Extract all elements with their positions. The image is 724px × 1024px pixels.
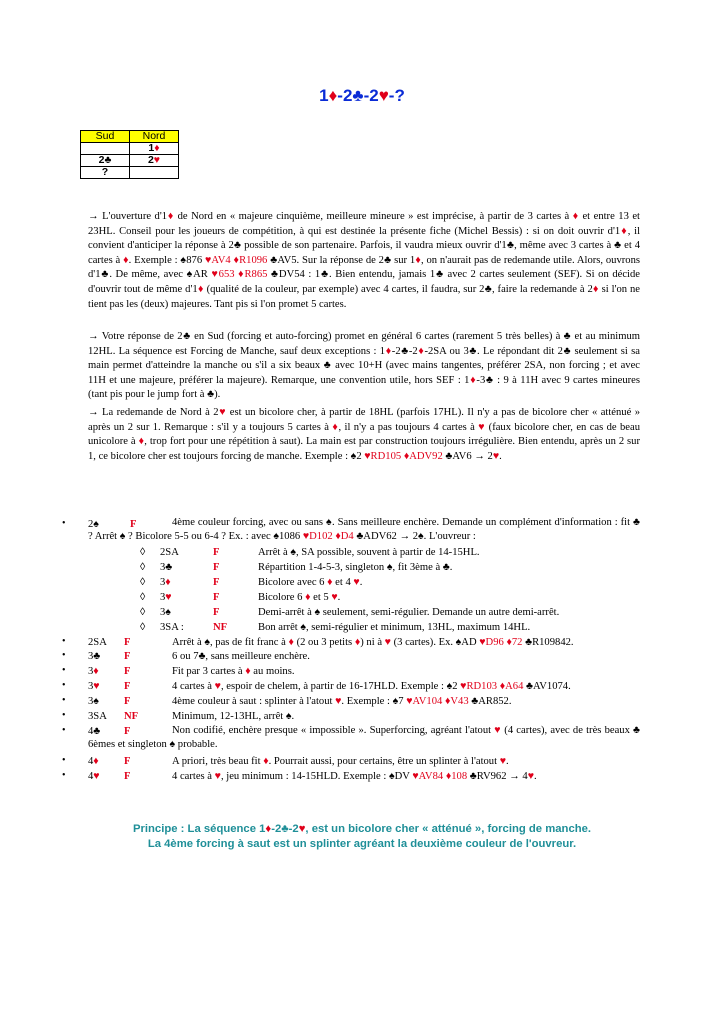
- bid-explanation: Arrêt à ♠, pas de fit franc à ♦ (2 ou 3 petits ♦) ni à ♥ (3 cartes). Ex. ♠AD ♥D96 ♦72 ♣R109842.: [172, 637, 574, 648]
- bid-force: NF: [124, 711, 139, 722]
- title-part: -2: [363, 86, 379, 105]
- diamond-outline-icon: ◊: [140, 622, 146, 633]
- title-part: 1: [319, 86, 329, 105]
- bid-force: F: [124, 681, 131, 692]
- rebid-explanation: Bicolore avec 6 ♦ et 4 ♥.: [258, 577, 363, 588]
- bid-force: F: [124, 666, 131, 677]
- rebid-force: F: [213, 592, 220, 603]
- rebid-explanation: Répartition 1-4-5-3, singleton ♠, fit 3ème à ♣.: [258, 562, 453, 573]
- diamond-outline-icon: ◊: [140, 577, 146, 588]
- bid-nord: 1♦: [130, 143, 179, 155]
- bid-force: F: [124, 651, 131, 662]
- paragraph-text: → La redemande de Nord à 2♥ est un bicolore cher, à partir de 18HL (parfois 17HL). Il n'y a pas de bicolore cher « atténué » après un 2 sur 1. Remarque : s'il y a toujours 5 cartes à ♦, il n'y a pas toujours 4 cartes à ♥ (faux bicolore cher, en cas de beau unicolore à ♦, trop fort pour une répétition à saut). La main est par construction toujours irrégulière. Bien entendu, après un 2 sur 1, ce bicolore cher est toujours forcing de manche. Exemple : ♠2 ♥RD105 ♦ADV92 ♣AV6 → 2♥.: [88, 407, 641, 462]
- principle-note: [0, 822, 724, 852]
- rebid: 3♣: [160, 562, 173, 573]
- diamond-outline-icon: ◊: [140, 592, 146, 603]
- bid-explanation: Non codifié, enchère presque « impossible ». Superforcing, agréant l'atout ♥ (4 cartes), avec de très beaux ♣ 6èmes et singleton ♠ probable.: [88, 725, 641, 751]
- page-title: [0, 86, 724, 106]
- bidding-row: [81, 155, 179, 167]
- bid: 3♥: [88, 681, 100, 692]
- bid-force: F: [130, 519, 137, 530]
- bid: 3♣: [88, 651, 101, 662]
- paragraph-opening: [88, 210, 640, 312]
- diamond-outline-icon: ◊: [140, 562, 146, 573]
- rebid-force: F: [213, 607, 220, 618]
- bid-explanation: 6 ou 7♣, sans meilleure enchère.: [172, 651, 310, 662]
- bid: 3♦: [88, 666, 99, 677]
- bullet-icon: •: [62, 695, 66, 706]
- bid: 2SA: [88, 637, 107, 648]
- rebid-explanation: Arrêt à ♠, SA possible, souvent à partir de 14-15HL.: [258, 547, 480, 558]
- rebid-explanation: Bon arrêt ♠, semi-régulier et minimum, 13HL, maximum 14HL.: [258, 622, 531, 633]
- title-part: -?: [388, 86, 405, 105]
- bid-sud: 2♣: [81, 155, 130, 167]
- bid-force: F: [124, 696, 131, 707]
- rebid: 2SA: [160, 547, 179, 558]
- bid-force: F: [124, 637, 131, 648]
- bid-force: F: [124, 771, 131, 782]
- rebid: 3♠: [160, 607, 171, 618]
- rebid-explanation: Bicolore 6 ♦ et 5 ♥.: [258, 592, 341, 603]
- title-part: -2: [337, 86, 353, 105]
- principle-line: Principe : La séquence 1♦-2♣-2♥, est un bicolore cher « atténué », forcing de manche.: [132, 823, 592, 835]
- bid-nord: 2♥: [130, 155, 179, 167]
- bidding-row: [81, 143, 179, 155]
- header-sud: Sud: [81, 131, 130, 143]
- bid: 2♠: [88, 519, 99, 530]
- rebid-force: F: [213, 547, 220, 558]
- diamond-outline-icon: ◊: [140, 607, 146, 618]
- bid-explanation: Fit par 3 cartes à ♦ au moins.: [172, 666, 295, 677]
- bid: 4♣: [88, 726, 101, 737]
- bid-sud: ?: [81, 167, 130, 179]
- paragraph-text: → Votre réponse de 2♣ en Sud (forcing et auto-forcing) promet en général 6 cartes (rarement 5 très belles) à ♣ et au minimum 12HL. La séquence est Forcing de Manche, sauf deux exceptions : 1♦-2♣-2♦-2SA ou 3♣. Le répondant dit 2♣ seulement si sa main permet d'atteindre la manche ou s'il a six beaux ♣ avec 10+H (avec mains tangentes, préférer 2SA, non forcing ; et avec 11H et une majeure, préférer la majeure). Remarque, une convention utile, hors SEF : 1♦-3♣ : 9 à 11H avec 9 cartes mineures (tant pis pour le jump fort à ♣).: [88, 331, 641, 401]
- bullet-icon: •: [62, 680, 66, 691]
- bullet-icon: •: [62, 725, 66, 736]
- paragraph-text: → L'ouverture d'1♦ de Nord en « majeure cinquième, meilleure mineure » est imprécise, à partir de 3 cartes à ♦ et entre 13 et 23HL. Conseil pour les joueurs de compétition, à qui est destinée la présente fiche (Michel Bessis) : si on doit ouvrir d'1♦, il convient d'anticiper la réponse à 2♣ possible de son partenaire. Parfois, il vaudra mieux ouvrir d'1♣, même avec 3 cartes à ♣ et 4 cartes à ♦. Exemple : ♠876 ♥AV4 ♦R1096 ♣AV5. Sur la réponse de 2♣ sur 1♦, on n'aurait pas de redemande utile. Alors, ouvrons d'1♣. De même, avec ♠AR ♥653 ♦R865 ♣DV54 : 1♣. Bien entendu, jamais 1♣ avec 2 cartes seulement (SEF). Si on décide d'ouvrir tout de même d'1♦ (qualité de la couleur, par exemple) avec 4 cartes, il faudra, sur 2♣, faire la redemande à 2♦ si l'on ne tient pas les (deux) majeures. Tant pis si l'on promet 5 cartes.: [88, 211, 641, 310]
- bullet-icon: •: [62, 518, 66, 529]
- bid-explanation: 4ème couleur forcing, avec ou sans ♠. Sans meilleure enchère. Demande un complément d'information : fit ♣ ? Arrêt ♠ ? Bicolore 5-5 ou 6-4 ? Ex. : avec ♠1086 ♥D102 ♦D4 ♣ADV62 → 2♠. L'ouvreur :: [88, 517, 640, 543]
- bid-explanation: 4ème couleur à saut : splinter à l'atout ♥. Exemple : ♠7 ♥AV104 ♦V43 ♣AR852.: [172, 696, 512, 707]
- bidding-table: [80, 130, 179, 179]
- paragraph-response: [88, 330, 640, 403]
- bid-explanation: 4 cartes à ♥, jeu minimum : 14-15HLD. Exemple : ♠DV ♥AV84 ♦108 ♣RV962 → 4♥.: [172, 771, 537, 782]
- diamond-outline-icon: ◊: [140, 547, 146, 558]
- rebid-force: F: [213, 562, 220, 573]
- header-nord: Nord: [130, 131, 179, 143]
- rebid-force: F: [213, 577, 220, 588]
- rebid-force: NF: [213, 622, 228, 633]
- bullet-icon: •: [62, 665, 66, 676]
- bullet-icon: •: [62, 755, 66, 766]
- rebid: 3♦: [160, 577, 171, 588]
- rebid-explanation: Demi-arrêt à ♠ seulement, semi-régulier. Demande un autre demi-arrêt.: [258, 607, 560, 618]
- bid-explanation: A priori, très beau fit ♦. Pourrait aussi, pour certains, être un splinter à l'atout ♥.: [172, 756, 509, 767]
- paragraph-rebid: [88, 406, 640, 464]
- bid-force: F: [124, 756, 131, 767]
- bullet-icon: •: [62, 770, 66, 781]
- bullet-icon: •: [62, 710, 66, 721]
- bid: 3♠: [88, 696, 99, 707]
- title-suit: ♦: [328, 86, 338, 105]
- bid: 4♥: [88, 771, 100, 782]
- bid-explanation: Minimum, 12-13HL, arrêt ♠.: [172, 711, 295, 722]
- title-suit: ♥: [378, 86, 389, 105]
- rebid: 3♥: [160, 592, 172, 603]
- bid: 4♦: [88, 756, 99, 767]
- rebid: 3SA :: [160, 622, 184, 633]
- bid-sud: [81, 143, 130, 155]
- bidding-row: [81, 167, 179, 179]
- bid-explanation: 4 cartes à ♥, espoir de chelem, à partir de 16-17HLD. Exemple : ♠2 ♥RD103 ♦A64 ♣AV1074.: [172, 681, 571, 692]
- bid-force: F: [124, 726, 131, 737]
- title-suit: ♣: [352, 86, 364, 105]
- bullet-icon: •: [62, 636, 66, 647]
- bid-nord: [130, 167, 179, 179]
- bullet-icon: •: [62, 650, 66, 661]
- principle-line: La 4ème forcing à saut est un splinter agréant la deuxième couleur de l'ouvreur.: [147, 838, 577, 850]
- bid: 3SA: [88, 711, 107, 722]
